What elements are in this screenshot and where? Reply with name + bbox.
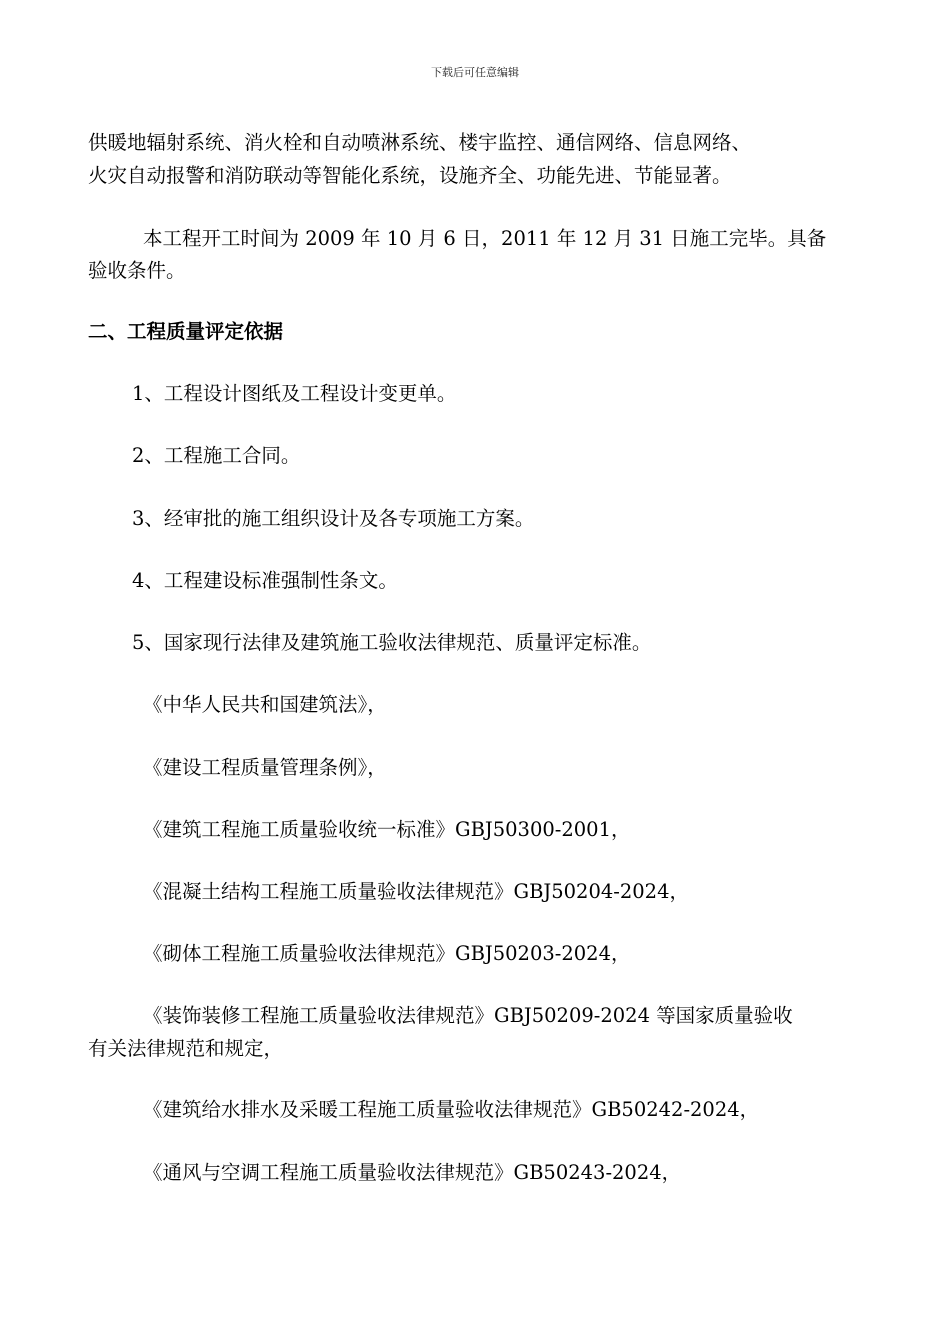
para1-line1: 供暖地辐射系统、消火栓和自动喷淋系统、楼宇监控、通信网络、信息网络、	[88, 131, 752, 154]
section-heading: 二、工程质量评定依据	[88, 320, 284, 343]
decor-standard-line1: 《装饰装修工程施工质量验收法律规范》GBJ50209-2024 等国家质量验收	[143, 1004, 793, 1027]
standard-item: 《混凝土结构工程施工质量验收法律规范》GBJ50204-2024，	[143, 880, 689, 903]
plumbing-standard: 《建筑给水排水及采暖工程施工质量验收法律规范》GB50242-2024，	[143, 1098, 760, 1121]
standard-item: 《砌体工程施工质量验收法律规范》GBJ50203-2024，	[143, 942, 631, 965]
decor-standard-line2: 有关法律规范和规定，	[88, 1037, 284, 1060]
hvac-standard: 《通风与空调工程施工质量验收法律规范》GB50243-2024，	[143, 1161, 682, 1184]
list-item: 4、工程建设标准强制性条文。	[132, 569, 398, 592]
list-item: 5、国家现行法律及建筑施工验收法律规范、质量评定标准。	[132, 631, 652, 654]
para1-line2: 火灾自动报警和消防联动等智能化系统，设施齐全、功能先进、节能显著。	[88, 164, 732, 187]
page-header: 下载后可任意编辑	[431, 66, 519, 79]
list-item: 3、经审批的施工组织设计及各专项施工方案。	[132, 507, 535, 530]
list-item: 2、工程施工合同。	[132, 444, 301, 467]
standard-item: 《建筑工程施工质量验收统一标准》GBJ50300-2001，	[143, 818, 631, 841]
standard-item: 《中华人民共和国建筑法》，	[143, 693, 387, 716]
para2-line2: 验收条件。	[88, 259, 186, 282]
para2-line1: 本工程开工时间为 2009 年 10 月 6 日，2011 年 12 月 31 日施工完毕。具备	[143, 227, 827, 250]
list-item: 1、工程设计图纸及工程设计变更单。	[132, 382, 457, 405]
standard-item: 《建设工程质量管理条例》，	[143, 756, 387, 779]
